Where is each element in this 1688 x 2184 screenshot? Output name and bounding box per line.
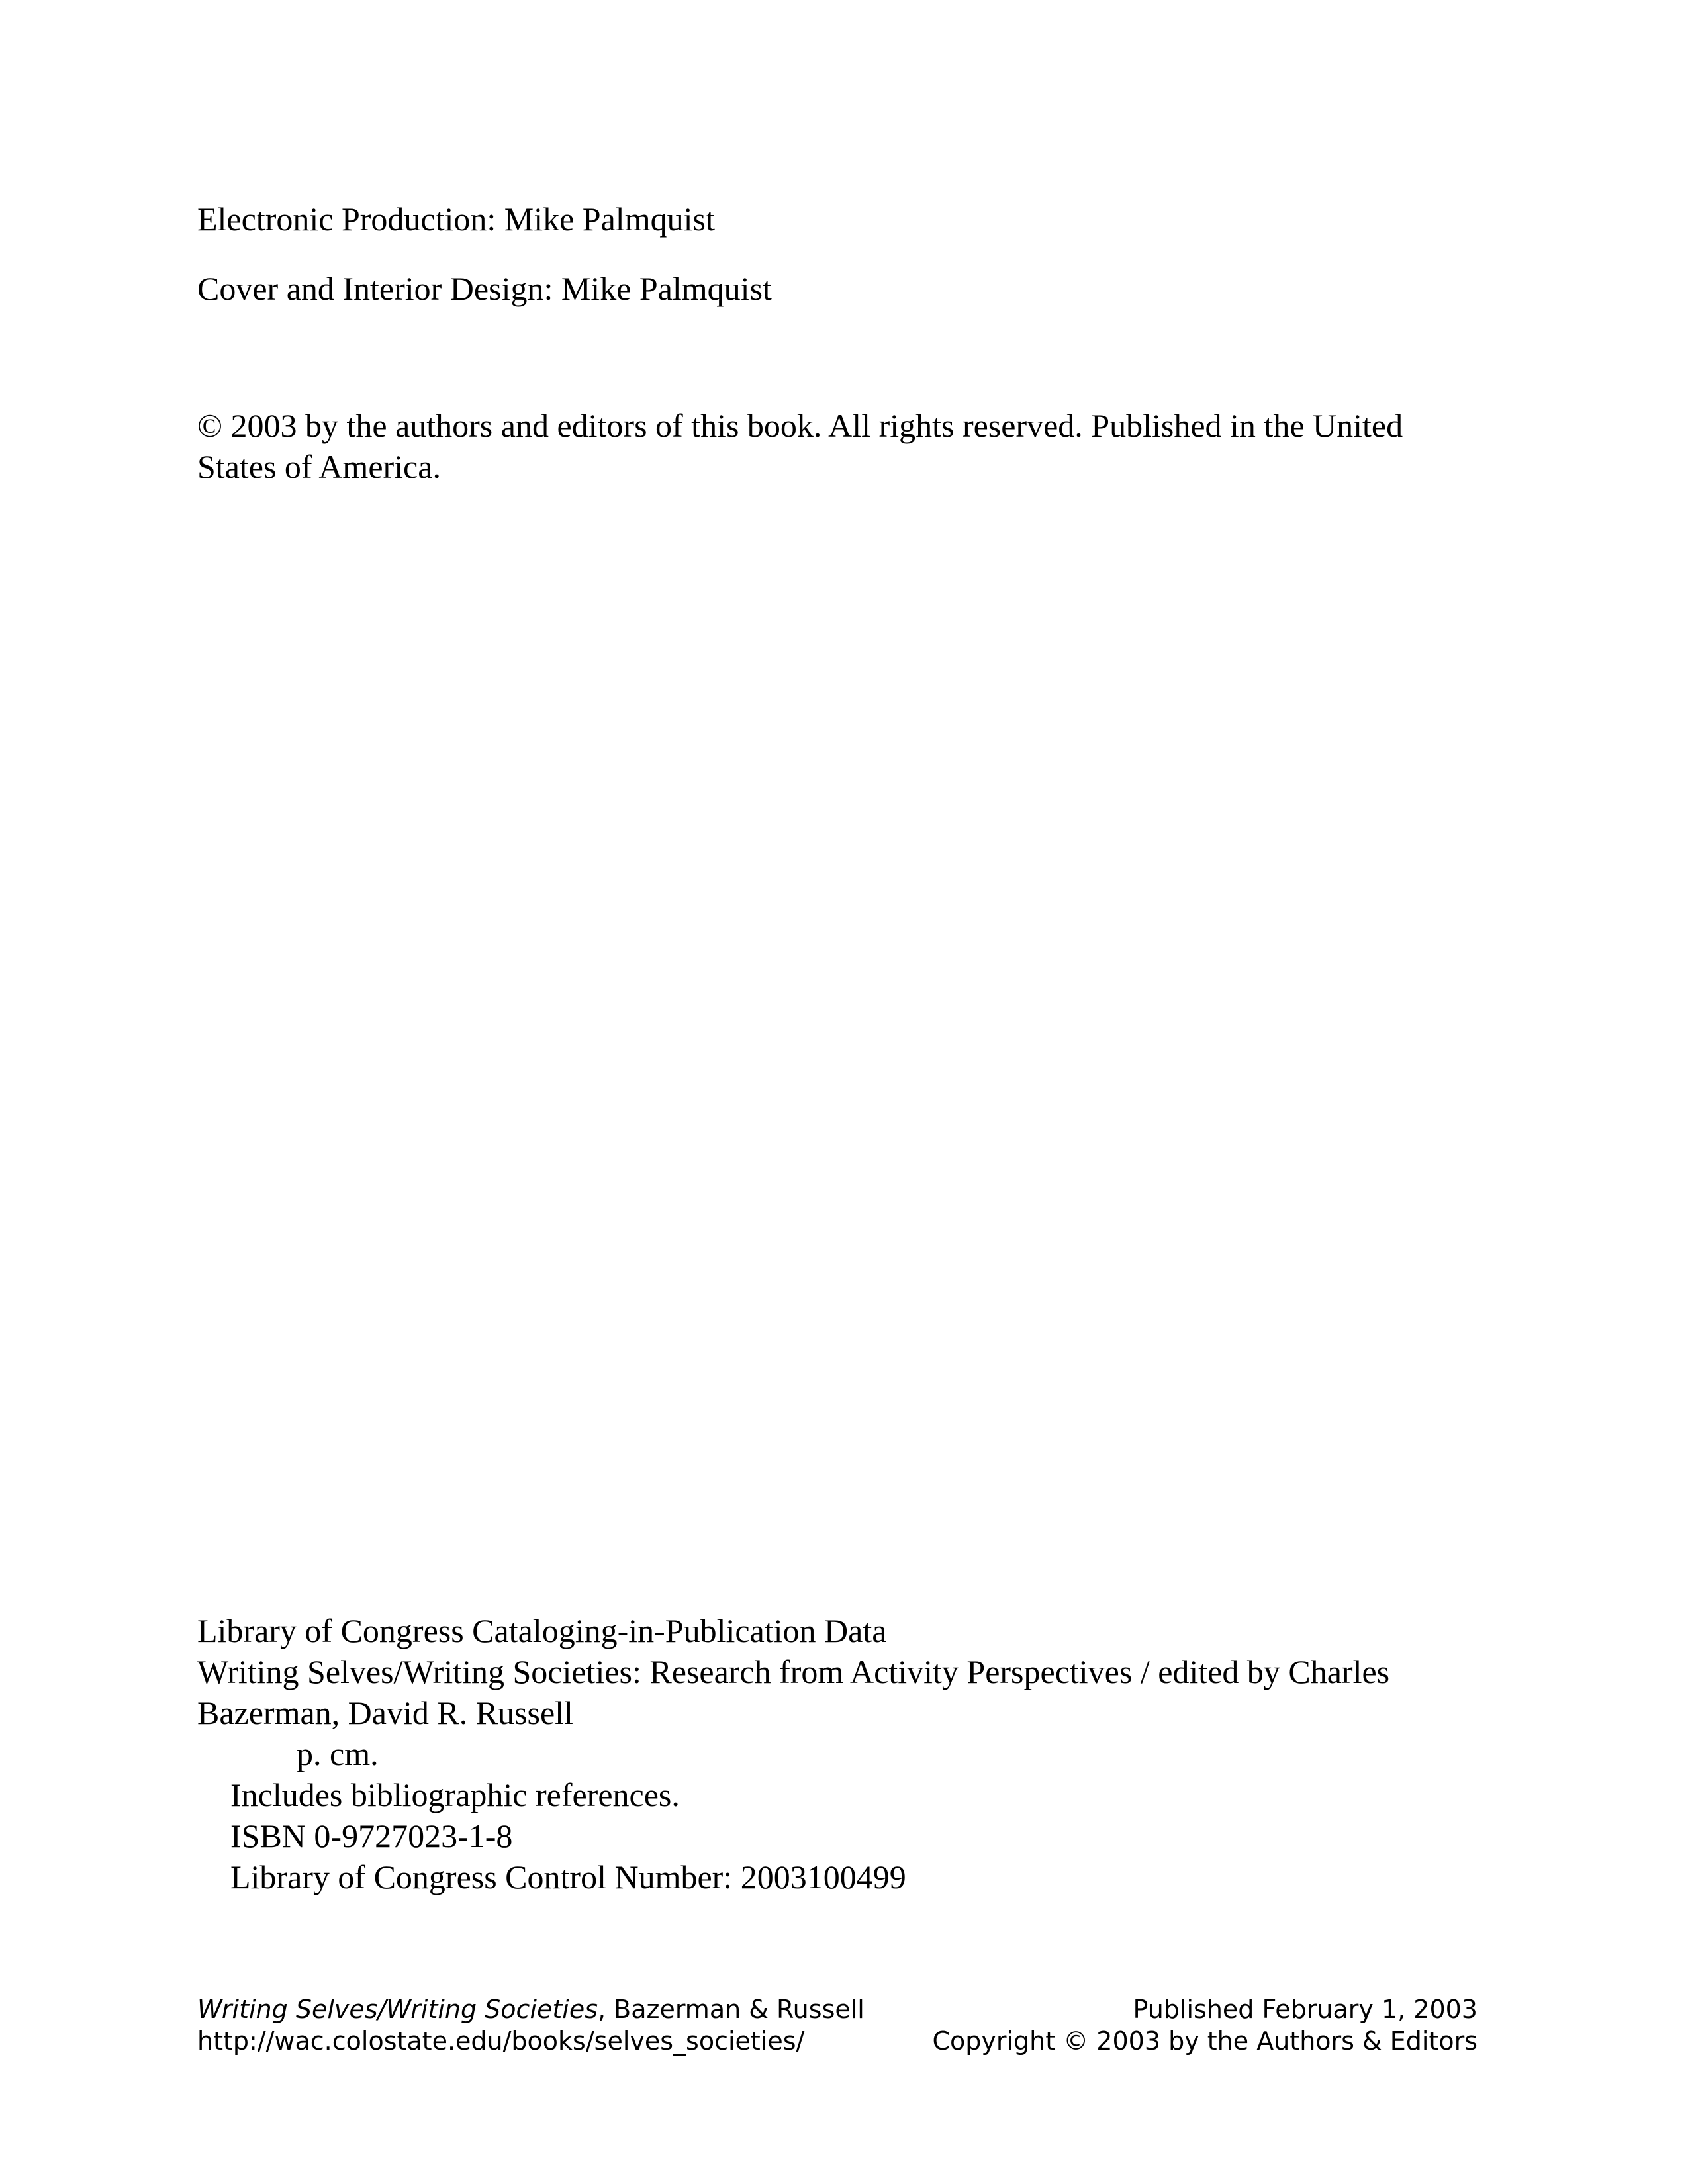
cip-title-line-1: Writing Selves/Writing Societies: Research from Activity Perspectives / edited by Charles xyxy=(197,1653,1390,1690)
electronic-production-credit: Electronic Production: Mike Palmquist xyxy=(197,201,715,238)
copyright-notice xyxy=(197,405,1455,487)
footer-book-title: Writing Selves/Writing Societies xyxy=(197,1995,598,2024)
cip-bibliographic-references: Includes bibliographic references. xyxy=(230,1776,680,1813)
footer-right xyxy=(932,1993,1477,2057)
footer-citation xyxy=(197,1993,865,2025)
cip-heading: Library of Congress Cataloging-in-Publication Data xyxy=(197,1612,887,1649)
cip-data-block xyxy=(197,1610,1488,1897)
cip-pcm: p. cm. xyxy=(297,1735,379,1772)
cip-isbn: ISBN 0-9727023-1-8 xyxy=(230,1817,513,1854)
design-credit: Cover and Interior Design: Mike Palmquist xyxy=(197,270,772,307)
footer-published-date: Published February 1, 2003 xyxy=(1133,1995,1477,2024)
footer-authors: , Bazerman & Russell xyxy=(598,1995,865,2024)
copyright-line-2: States of America. xyxy=(197,448,441,485)
copyright-line-1: © 2003 by the authors and editors of this book. All rights reserved. Published in the United xyxy=(197,407,1403,444)
footer-url-link[interactable]: http://wac.colostate.edu/books/selves_societies/ xyxy=(197,2026,805,2056)
footer-left xyxy=(197,1993,865,2057)
cip-control-number: Library of Congress Control Number: 2003100499 xyxy=(230,1858,906,1895)
footer-copyright: Copyright © 2003 by the Authors & Editors xyxy=(932,2026,1477,2056)
cip-title-line-2: Bazerman, David R. Russell xyxy=(197,1694,573,1731)
